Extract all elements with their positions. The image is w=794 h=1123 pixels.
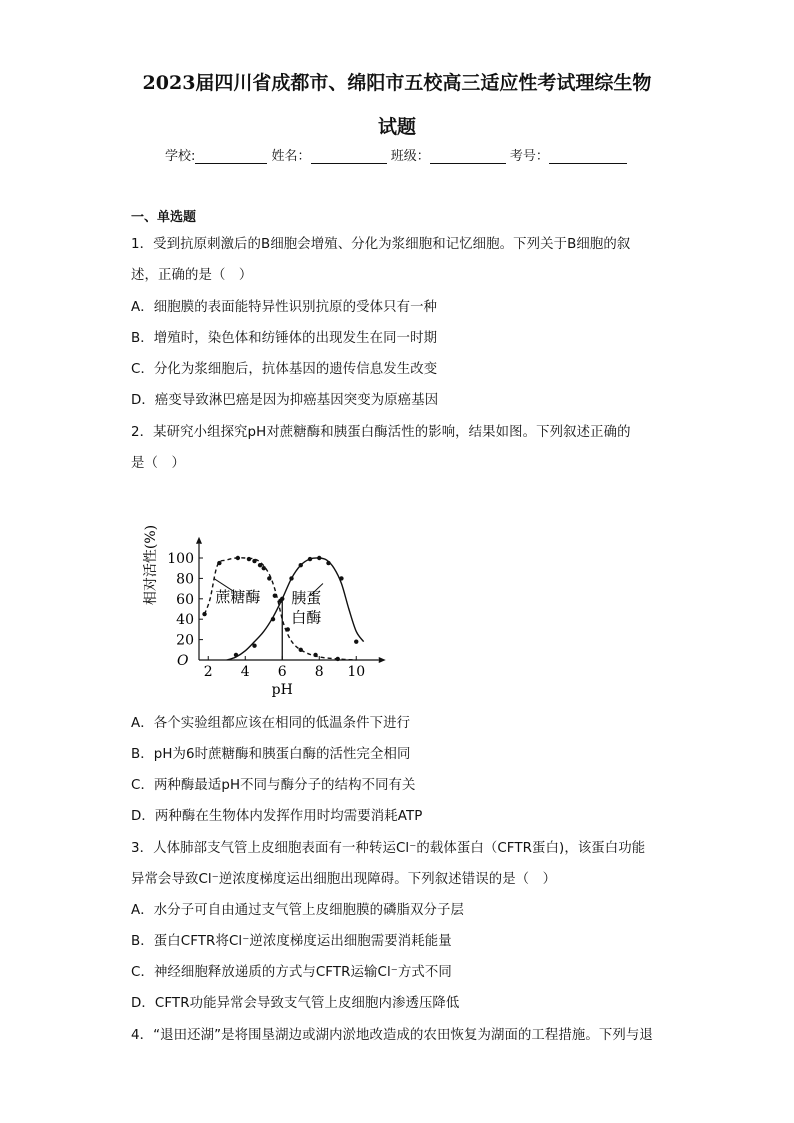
sucrase-point: [299, 648, 303, 652]
chart-markers: [202, 556, 358, 661]
sucrase-point: [313, 653, 317, 657]
sucrase-point: [286, 627, 290, 631]
q4-stem-line-1: 4．“退田还湖”是将围垦湖边或湖内淤地改造成的农田恢复为湖面的工程措施。下列与退: [131, 1028, 653, 1043]
q2-stem-line-1: 2．某研究小组探究pH对蔗糖酶和胰蛋白酶活性的影响，结果如图。下列叙述正确的: [131, 425, 631, 440]
name-label: 姓名：: [271, 149, 311, 164]
x-tick-label: 4: [240, 664, 250, 680]
x-tick-label: 2: [203, 664, 213, 680]
y-tick-label: 80: [176, 571, 194, 588]
y-tick-label: 60: [176, 591, 194, 608]
q3-option-a[interactable]: A．水分子可自由通过支气管上皮细胞膜的磷脂双分子层: [131, 903, 465, 918]
title-line-2: 试题: [377, 116, 416, 138]
title-line-1: 2023届四川省成都市、绵阳市五校高三适应性考试理综生物: [142, 72, 652, 94]
q2-option-c[interactable]: C．两种酶最适pH不同与酶分子的结构不同有关: [131, 778, 416, 793]
x-tick-label: 10: [347, 664, 366, 680]
sucrase-curve: [205, 558, 357, 660]
class-label: 班级：: [390, 149, 430, 164]
q1-option-b[interactable]: B．增殖时，染色体和纺锤体的出现发生在同一时期: [131, 331, 438, 346]
trypsin-point: [271, 617, 275, 621]
trypsin-point: [317, 556, 321, 560]
trypsin-point: [308, 557, 312, 561]
sucrase-point: [247, 557, 251, 561]
q1-stem-line-1: 1．受到抗原刺激后的B细胞会增殖、分化为浆细胞和记忆细胞。下列关于B细胞的叙: [131, 237, 631, 252]
q3-stem-line-1: 3．人体肺部支气管上皮细胞表面有一种转运Cl⁻的载体蛋白（CFTR蛋白)，该蛋白功能: [131, 841, 646, 856]
trypsin-point: [354, 639, 358, 643]
enzyme-activity-chart: [131, 480, 391, 705]
origin-label: O: [177, 653, 189, 669]
x-axis-label: pH: [271, 682, 293, 698]
chart-curves: [205, 558, 364, 660]
trypsin-point: [280, 597, 284, 601]
school-blank[interactable]: [195, 149, 267, 164]
sucrase-point: [252, 559, 256, 563]
y-tick-label: 20: [176, 632, 194, 649]
q2-stem-line-2: 是（ ）: [131, 456, 185, 471]
sucrase-point: [202, 612, 206, 616]
x-tick-label: 8: [314, 664, 324, 680]
sucrase-point: [336, 657, 340, 661]
sucrase-point: [217, 561, 221, 565]
q3-stem-line-2: 异常会导致Cl⁻逆浓度梯度运出细胞出现障碍。下列叙述错误的是（ ）: [131, 872, 557, 887]
trypsin-point: [252, 644, 256, 648]
sucrase-point: [273, 594, 277, 598]
y-tick-label: 40: [176, 612, 194, 629]
y-tick-label: 100: [167, 551, 194, 567]
q1-stem-line-2: 述，正确的是（ ）: [131, 268, 253, 283]
section-heading: 一、单选题: [131, 210, 197, 225]
q3-option-d[interactable]: D．CFTR功能异常会导致支气管上皮细胞内渗透压降低: [131, 996, 460, 1011]
q2-option-b[interactable]: B．pH为6时蔗糖酶和胰蛋白酶的活性完全相同: [131, 747, 411, 762]
trypsin-point: [234, 653, 238, 657]
student-info-row: [165, 145, 627, 164]
q3-option-b[interactable]: B．蛋白CFTR将Cl⁻逆浓度梯度运出细胞需要消耗能量: [131, 934, 452, 949]
trypsin-point: [299, 563, 303, 567]
q3-option-c[interactable]: C．神经细胞释放递质的方式与CFTR运输Cl⁻方式不同: [131, 965, 452, 980]
trypsin-point: [339, 576, 343, 580]
name-blank[interactable]: [311, 149, 387, 164]
sucrase-point: [236, 556, 240, 560]
x-axis-arrow: [379, 657, 386, 663]
q1-option-c[interactable]: C．分化为浆细胞后，抗体基因的遗传信息发生改变: [131, 362, 438, 377]
sucrase-point: [267, 576, 271, 580]
y-axis-label: 相对活性(%): [143, 524, 159, 606]
school-label: 学校:: [165, 149, 196, 164]
q2-option-d[interactable]: D．两种酶在生物体内发挥作用时均需要消耗ATP: [131, 809, 423, 824]
q1-option-d[interactable]: D．癌变导致淋巴癌是因为抑癌基因突变为原癌基因: [131, 393, 439, 408]
q1-option-a[interactable]: A．细胞膜的表面能特异性识别抗原的受体只有一种: [131, 300, 438, 315]
trypsin-point: [326, 561, 330, 565]
x-tick-label: 6: [277, 664, 287, 680]
trypsin-label-line-1: 胰蛋: [291, 588, 322, 607]
exam-no-blank[interactable]: [549, 149, 627, 164]
y-axis-arrow: [196, 537, 202, 544]
sucrase-point: [258, 563, 262, 567]
trypsin-label-line-2: 白酶: [291, 608, 322, 627]
class-blank[interactable]: [430, 149, 506, 164]
sucrase-label: 蔗糖酶: [215, 587, 261, 606]
sucrase-point: [262, 566, 266, 570]
q2-option-a[interactable]: A．各个实验组都应该在相同的低温条件下进行: [131, 716, 411, 731]
trypsin-point: [289, 576, 293, 580]
exam-no-label: 考号：: [509, 149, 549, 164]
